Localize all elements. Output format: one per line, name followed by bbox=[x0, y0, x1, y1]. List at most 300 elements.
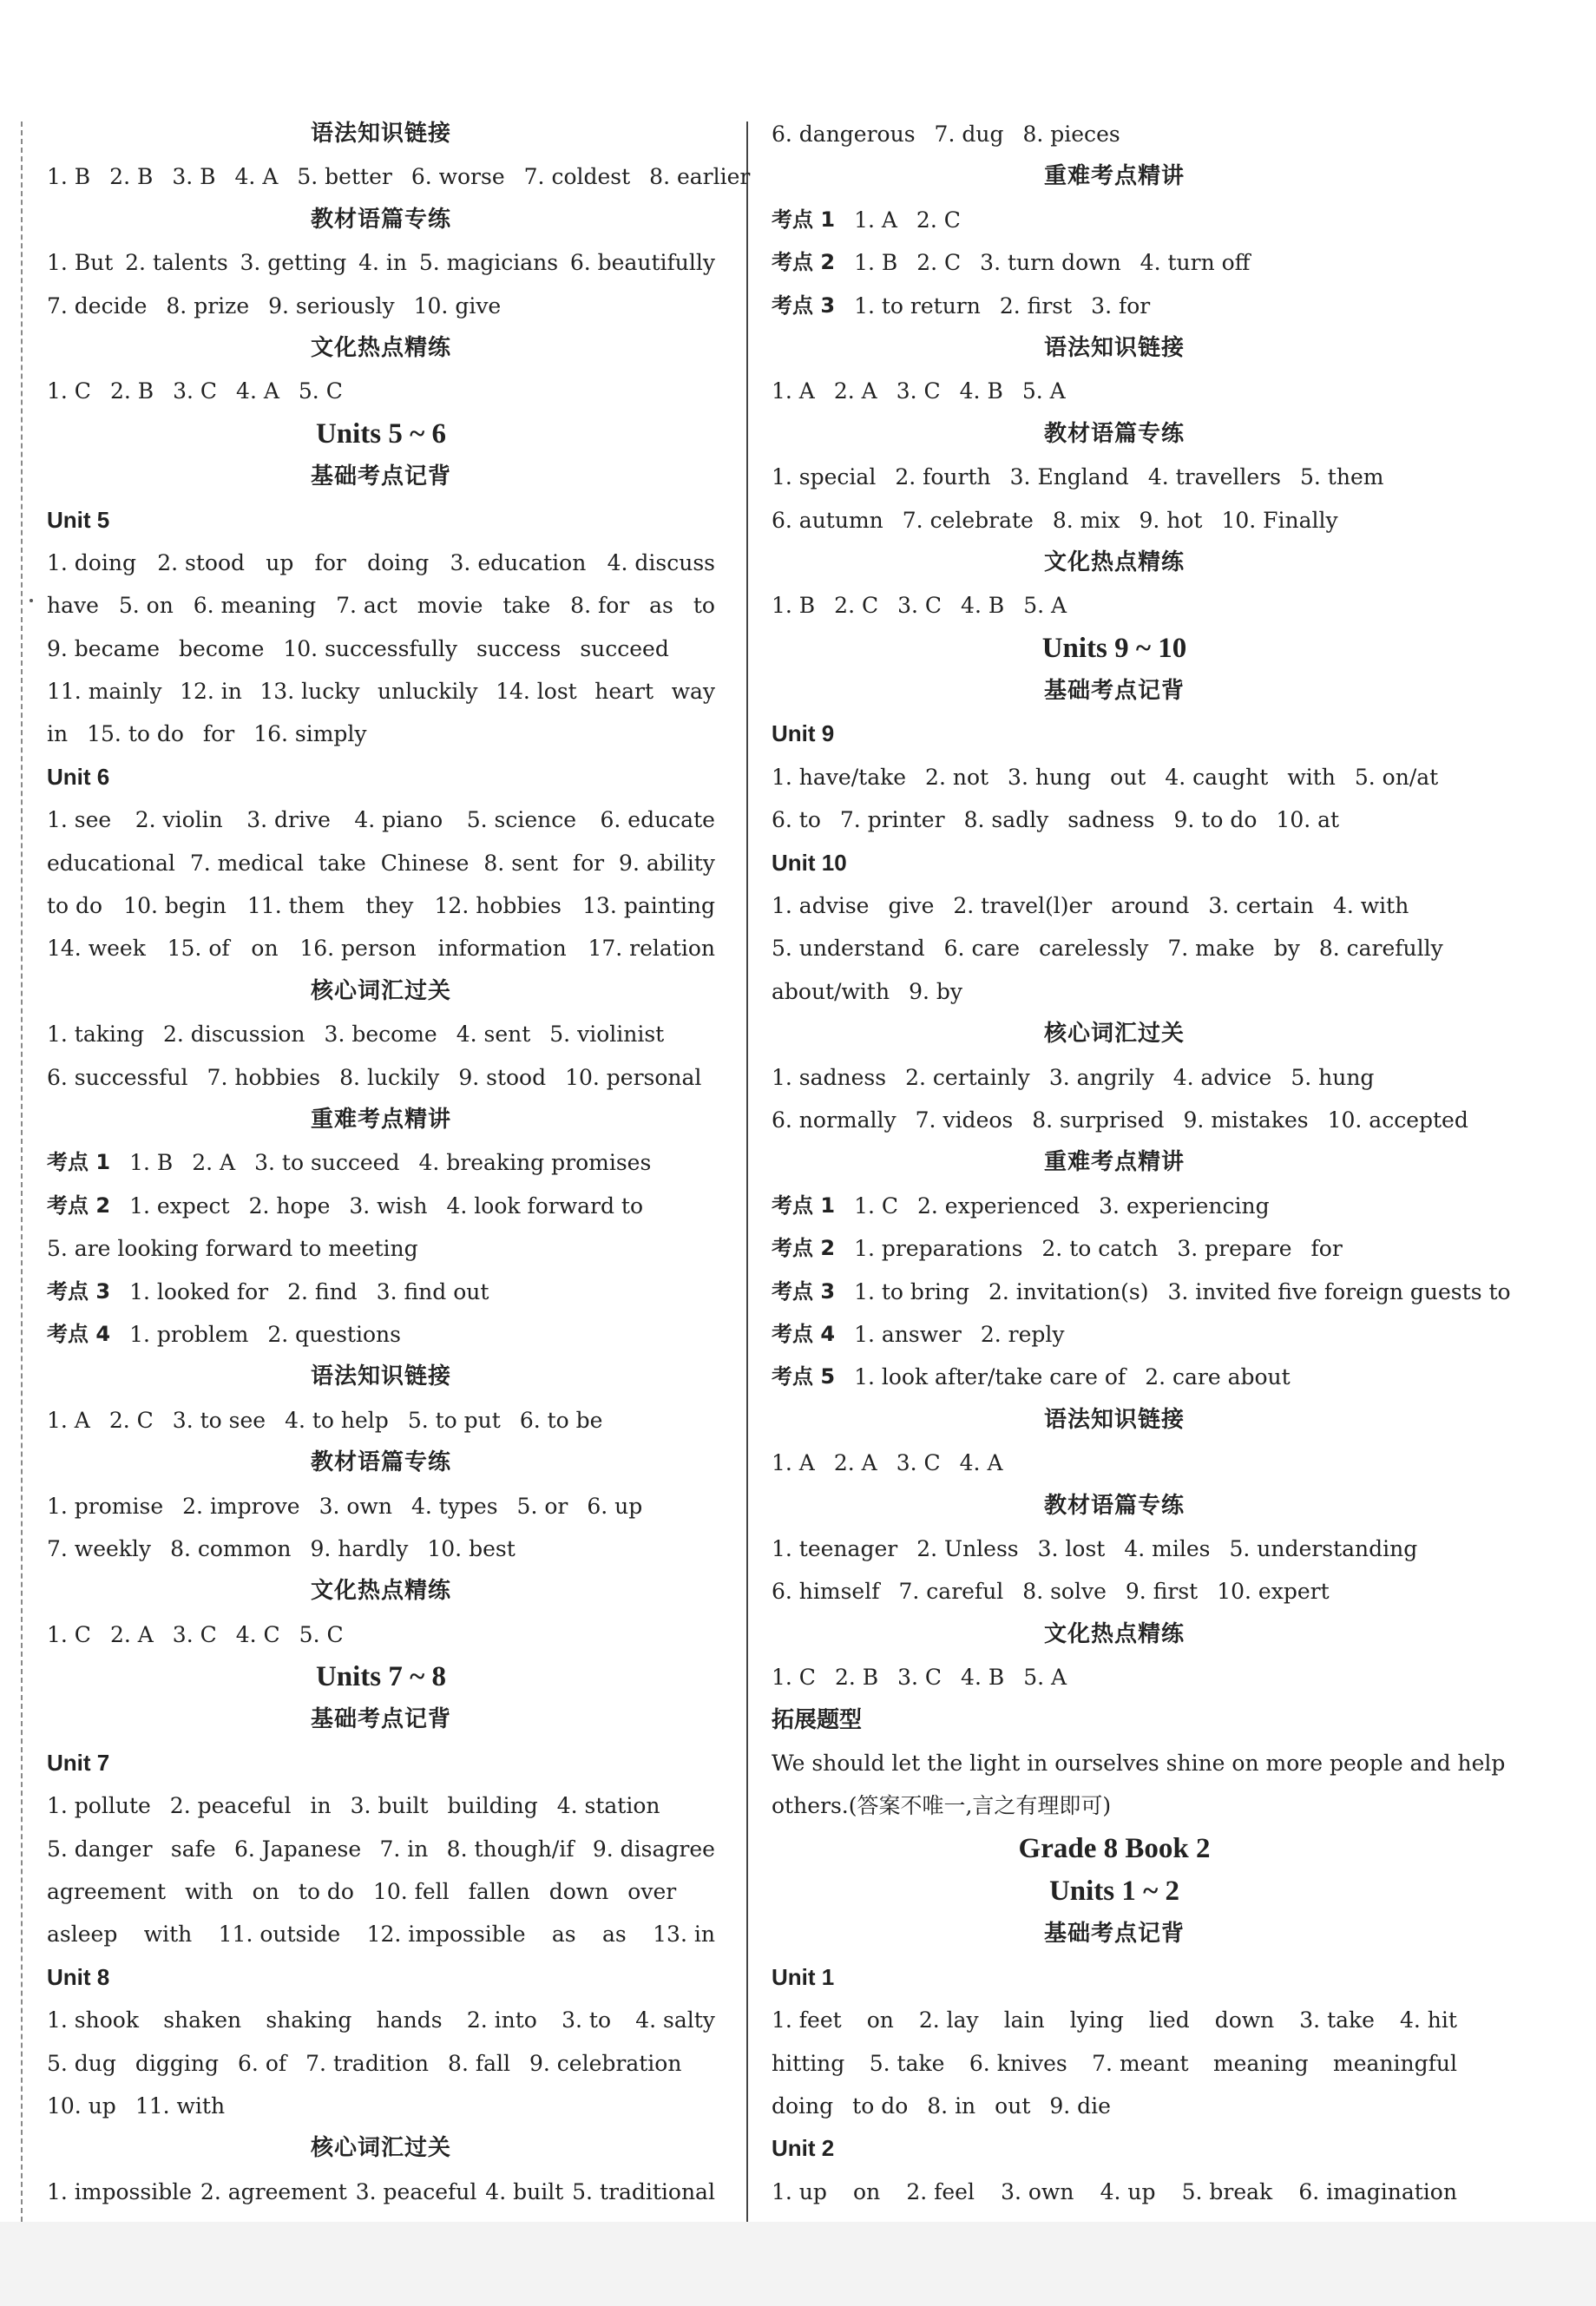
answer-token: Chinese bbox=[380, 850, 470, 876]
answer-token: they bbox=[365, 893, 414, 919]
answer-line bbox=[772, 1313, 1457, 1356]
answer-token: fallen bbox=[468, 1879, 530, 1905]
answer-token: 8. for bbox=[570, 593, 630, 619]
answer-token: 3. C bbox=[896, 378, 941, 404]
answer-token: 考点 2 bbox=[47, 1192, 111, 1218]
answer-token: 1. look after/take care of bbox=[854, 1364, 1126, 1390]
answer-token: 7. meant bbox=[1092, 2050, 1189, 2076]
answer-token: 7. tradition bbox=[305, 2050, 430, 2076]
answer-token: 5. to put bbox=[407, 1407, 501, 1433]
answer-token: 5. A bbox=[1023, 1665, 1067, 1691]
answer-token: on bbox=[252, 1879, 279, 1905]
answer-token: 4. B bbox=[961, 1665, 1005, 1691]
answer-token: 10. successfully bbox=[283, 635, 457, 661]
answer-token: 4. C bbox=[235, 1621, 280, 1647]
answer-line bbox=[47, 2042, 715, 2085]
answer-token: 1. feet bbox=[772, 2007, 842, 2033]
answer-token: up bbox=[266, 549, 294, 575]
answer-token: 考点 1 bbox=[772, 207, 836, 232]
answer-line bbox=[772, 370, 1457, 412]
answer-token: doing bbox=[367, 549, 430, 575]
section-heading: 文化热点精练 bbox=[310, 334, 451, 361]
answer-token: 4. A bbox=[959, 1450, 1003, 1476]
answer-token: heart bbox=[594, 679, 654, 705]
answer-token: out bbox=[1110, 764, 1146, 790]
answer-line bbox=[772, 584, 1457, 627]
answer-token: 考点 4 bbox=[772, 1321, 836, 1346]
answer-token: for bbox=[1310, 1236, 1343, 1262]
answer-token: 2. travel(l)er bbox=[953, 893, 1093, 919]
answer-token: 9. became bbox=[47, 635, 161, 661]
answer-token: 1. sadness bbox=[772, 1064, 887, 1090]
answer-token: 10. best bbox=[427, 1535, 516, 1561]
binding-dashed-line bbox=[21, 122, 23, 2222]
answer-token: 7. celebrate bbox=[902, 507, 1034, 533]
answer-token: 1. B bbox=[772, 593, 816, 619]
answer-token: 3. C bbox=[897, 1665, 942, 1691]
answer-token: to do bbox=[298, 1879, 354, 1905]
answer-token: 4. caught bbox=[1165, 764, 1269, 790]
answer-token: 7. medical bbox=[189, 850, 305, 876]
answer-token: success bbox=[476, 635, 562, 661]
answer-line bbox=[47, 1913, 715, 1955]
answer-line bbox=[47, 927, 715, 969]
answer-token: 6. worse bbox=[410, 164, 505, 190]
section-heading: 文化热点精练 bbox=[310, 1578, 451, 1605]
answer-token: 考点 3 bbox=[47, 1278, 111, 1304]
section-heading: 语法知识链接 bbox=[1043, 334, 1185, 361]
answer-token: 2. to catch bbox=[1041, 1236, 1159, 1262]
answer-line bbox=[772, 1185, 1457, 1227]
answer-line bbox=[47, 884, 715, 927]
answer-token: give bbox=[888, 893, 935, 919]
answer-token: 6. autumn bbox=[772, 507, 883, 533]
answer-token: 4. hit bbox=[1399, 2007, 1457, 2033]
answer-token: 1. looked for bbox=[129, 1278, 269, 1304]
answer-token: 考点 1 bbox=[47, 1150, 111, 1175]
answer-token: 1. see bbox=[47, 807, 112, 833]
answer-token: out bbox=[995, 2092, 1031, 2119]
answer-token: 2. C bbox=[108, 1407, 154, 1433]
answer-token: 8. sent bbox=[483, 850, 558, 876]
answer-token: 考点 4 bbox=[47, 1321, 111, 1346]
answer-token: 3. prepare bbox=[1177, 1236, 1292, 1262]
answer-token: sadness bbox=[1067, 807, 1155, 833]
answer-token: 2. C bbox=[916, 250, 962, 276]
section-heading: 教材语篇专练 bbox=[1043, 420, 1185, 447]
answer-token: 5. are looking forward to meeting bbox=[47, 1236, 418, 1262]
answer-token: 考点 5 bbox=[772, 1364, 836, 1390]
answer-token: 9. celebration bbox=[529, 2050, 682, 2076]
answer-line bbox=[772, 1227, 1457, 1270]
answer-token: 16. simply bbox=[253, 721, 367, 747]
answer-token: 4. A bbox=[236, 378, 279, 404]
section-heading: 基础考点记背 bbox=[1043, 1921, 1185, 1948]
answer-token: to do bbox=[47, 893, 103, 919]
answer-line bbox=[47, 1313, 715, 1356]
unit-subheading: 拓展题型 bbox=[772, 1706, 863, 1733]
answer-token: 2. invitation(s) bbox=[988, 1278, 1149, 1304]
answer-token: 2. Unless bbox=[916, 1535, 1019, 1561]
bottom-margin bbox=[0, 2222, 1596, 2306]
section-heading: 文化热点精练 bbox=[1043, 1620, 1185, 1647]
answer-line bbox=[47, 2085, 715, 2127]
answer-token: 9. first bbox=[1125, 1579, 1199, 1605]
answer-line bbox=[772, 456, 1457, 498]
answer-token: 2. discussion bbox=[163, 1022, 305, 1048]
answer-token: 9. by bbox=[909, 978, 963, 1004]
answer-token: 6. Japanese bbox=[233, 1836, 362, 1862]
answer-token: 2. stood bbox=[157, 549, 245, 575]
answer-line bbox=[772, 285, 1457, 327]
section-heading: 核心词汇过关 bbox=[1043, 1021, 1185, 1048]
section-heading: 教材语篇专练 bbox=[310, 206, 451, 233]
answer-token: 3. own bbox=[319, 1493, 392, 1519]
answer-token: 10. give bbox=[413, 292, 502, 319]
answer-token: 10. expert bbox=[1217, 1579, 1330, 1605]
section-heading: 语法知识链接 bbox=[310, 121, 451, 147]
answer-token: 1. A bbox=[772, 378, 815, 404]
answer-token: 3. own bbox=[1001, 2178, 1074, 2204]
answer-token: hitting bbox=[772, 2050, 845, 2076]
answer-token: 3. education bbox=[450, 549, 587, 575]
answer-token: 1. problem bbox=[129, 1321, 249, 1347]
answer-token: around bbox=[1111, 893, 1190, 919]
left-column bbox=[47, 113, 751, 2213]
answer-token: 5. on bbox=[118, 593, 174, 619]
answer-token: 8. surprised bbox=[1032, 1107, 1165, 1133]
answer-token: 6. up bbox=[587, 1493, 643, 1519]
answer-token: 考点 2 bbox=[772, 1236, 836, 1261]
answer-line bbox=[772, 1656, 1457, 1698]
answer-token: meaningful bbox=[1333, 2050, 1457, 2076]
answer-token: 6. to be bbox=[519, 1407, 603, 1433]
section-heading: 语法知识链接 bbox=[1043, 1406, 1185, 1433]
unit-subheading: Unit 2 bbox=[772, 2135, 835, 2162]
answer-token: 8. solve bbox=[1022, 1579, 1107, 1605]
answer-token: 4. with bbox=[1332, 893, 1409, 919]
answer-token: 10. personal bbox=[565, 1064, 702, 1090]
answer-token: 3. getting bbox=[240, 250, 347, 276]
answer-token: 4. sent bbox=[456, 1022, 531, 1048]
section-heading: 基础考点记背 bbox=[1043, 678, 1185, 705]
section-heading: 基础考点记背 bbox=[310, 463, 451, 490]
answer-token: have bbox=[47, 593, 99, 619]
answer-token: 14. lost bbox=[496, 679, 577, 705]
section-heading: 基础考点记背 bbox=[310, 1706, 451, 1733]
answer-token: 3. C bbox=[173, 378, 218, 404]
answer-token: 8. common bbox=[170, 1535, 292, 1561]
answer-token: 5. C bbox=[298, 378, 343, 404]
answer-token: 3. C bbox=[897, 593, 942, 619]
answer-token: 2. not bbox=[925, 764, 989, 790]
answer-line bbox=[47, 713, 715, 755]
answer-token: 10. Finally bbox=[1221, 507, 1338, 533]
answer-token: become bbox=[179, 635, 265, 661]
answer-token: 4. A bbox=[234, 164, 279, 190]
answer-token: 8. in bbox=[927, 2092, 976, 2119]
answer-token: 3. lost bbox=[1037, 1535, 1106, 1561]
answer-token: 6. beautifully bbox=[569, 250, 715, 276]
answer-token: 6. educate bbox=[600, 807, 715, 833]
answer-token: 13. painting bbox=[582, 893, 715, 919]
answer-token: 6. to bbox=[772, 807, 821, 833]
answer-line bbox=[772, 199, 1457, 241]
answer-token: 4. in bbox=[358, 250, 407, 276]
answer-token: 3. certain bbox=[1208, 893, 1314, 919]
answer-token: 11. outside bbox=[218, 1922, 341, 1948]
answer-token: 9. disagree bbox=[592, 1836, 715, 1862]
answer-token: 3. England bbox=[1009, 464, 1129, 490]
right-column bbox=[772, 113, 1511, 2213]
answer-token: information bbox=[437, 936, 567, 962]
answer-token: 4. miles bbox=[1124, 1535, 1211, 1561]
margin-dot bbox=[30, 599, 33, 602]
answer-token: 12. impossible bbox=[366, 1922, 526, 1948]
answer-token: 11. them bbox=[246, 893, 345, 919]
answer-token: 9. hardly bbox=[310, 1535, 409, 1561]
answer-token: 4. breaking promises bbox=[418, 1150, 652, 1176]
answer-line bbox=[772, 1356, 1457, 1398]
answer-token: 1. expect bbox=[129, 1192, 230, 1219]
answer-token: 2. peaceful bbox=[169, 1793, 292, 1819]
answer-token: 1. to return bbox=[854, 292, 981, 319]
answer-token: 5. traditional bbox=[572, 2178, 715, 2204]
answer-token: 7. careful bbox=[898, 1579, 1004, 1605]
answer-token: 8. prize bbox=[166, 292, 250, 319]
answer-token: shaken bbox=[163, 2007, 242, 2033]
answer-token: 3. peaceful bbox=[355, 2178, 477, 2204]
answer-token: 4. built bbox=[485, 2178, 564, 2204]
answer-token: as bbox=[602, 1922, 627, 1948]
answer-token: 2. find bbox=[287, 1278, 358, 1304]
answer-token: 4. advice bbox=[1172, 1064, 1272, 1090]
answer-token: as bbox=[551, 1922, 576, 1948]
answer-token: 1. answer bbox=[854, 1321, 962, 1347]
answer-token: 9. hot bbox=[1139, 507, 1203, 533]
answer-token: lied bbox=[1148, 2007, 1190, 2033]
answer-token: 1. A bbox=[772, 1450, 815, 1476]
answer-token: 6. of bbox=[238, 2050, 287, 2076]
answer-line bbox=[772, 1527, 1457, 1570]
answer-token: 8. carefully bbox=[1318, 936, 1443, 962]
answer-line bbox=[47, 1141, 715, 1184]
answer-token: in bbox=[47, 721, 69, 747]
answer-token: 5. A bbox=[1021, 378, 1066, 404]
section-heading: 教材语篇专练 bbox=[1043, 1492, 1185, 1519]
answer-token: 8. fall bbox=[448, 2050, 510, 2076]
answer-line bbox=[772, 1570, 1457, 1613]
answer-token: 2. B bbox=[834, 1665, 879, 1691]
answer-token: 2. care about bbox=[1145, 1364, 1291, 1390]
answer-token: 5. understand bbox=[772, 936, 925, 962]
answer-token: 5. take bbox=[869, 2050, 945, 2076]
answer-token: 7. decide bbox=[47, 292, 148, 319]
answer-token: 3. B bbox=[172, 164, 216, 190]
answer-token: way bbox=[671, 679, 715, 705]
answer-token: 5. break bbox=[1181, 2178, 1273, 2204]
answer-token: 3. wish bbox=[349, 1192, 428, 1219]
answer-token: 1. C bbox=[47, 378, 91, 404]
answer-token: 2. lay bbox=[918, 2007, 979, 2033]
answer-token: 6. knives bbox=[969, 2050, 1067, 2076]
answer-token: with bbox=[185, 1879, 233, 1905]
section-heading: 语法知识链接 bbox=[310, 1363, 451, 1390]
answer-token: 5. danger bbox=[47, 1836, 153, 1862]
answer-line bbox=[47, 1613, 715, 1656]
unit-title: Units 1 ~ 2 bbox=[1048, 1876, 1180, 1908]
answer-line bbox=[47, 1784, 715, 1827]
answer-token: 1. special bbox=[772, 464, 877, 490]
unit-title: Units 9 ~ 10 bbox=[1041, 632, 1187, 664]
answer-line bbox=[47, 1185, 715, 1227]
answer-token: safe bbox=[170, 1836, 216, 1862]
section-heading: 教材语篇专练 bbox=[310, 1449, 451, 1476]
answer-line bbox=[772, 499, 1457, 542]
answer-token: 1. promise bbox=[47, 1493, 164, 1519]
answer-line bbox=[47, 670, 715, 713]
answer-token: 1. doing bbox=[47, 549, 136, 575]
answer-token: asleep bbox=[47, 1922, 118, 1948]
section-heading: 核心词汇过关 bbox=[310, 977, 451, 1004]
answer-token: 7. coldest bbox=[523, 164, 631, 190]
unit-subheading: Unit 7 bbox=[47, 1749, 110, 1776]
answer-token: 13. lucky bbox=[259, 679, 360, 705]
answer-token: for bbox=[572, 850, 605, 876]
answer-token: 3. C bbox=[172, 1621, 217, 1647]
answer-token: 3. to succeed bbox=[254, 1150, 400, 1176]
answer-token: 5. magicians bbox=[418, 250, 559, 276]
answer-token: 3. turn down bbox=[980, 250, 1121, 276]
answer-token: 7. videos bbox=[915, 1107, 1014, 1133]
answer-line bbox=[772, 2042, 1457, 2085]
answer-token: 5. hung bbox=[1291, 1064, 1375, 1090]
unit-subheading: Unit 5 bbox=[47, 506, 110, 533]
answer-token: 5. them bbox=[1300, 464, 1384, 490]
answer-token: 5. on/at bbox=[1354, 764, 1439, 790]
answer-token: 考点 1 bbox=[772, 1192, 836, 1218]
answer-token: 1. to bring bbox=[854, 1278, 969, 1304]
answer-token: over bbox=[627, 1879, 677, 1905]
answer-token: 3. angrily bbox=[1048, 1064, 1154, 1090]
answer-token: 6. dangerous bbox=[772, 122, 916, 147]
answer-line bbox=[772, 1784, 1457, 1827]
answer-token: 2. into bbox=[466, 2007, 537, 2033]
answer-token: 10. up bbox=[47, 2092, 116, 2119]
answer-token: unluckily bbox=[377, 679, 478, 705]
answer-token: 7. printer bbox=[839, 807, 945, 833]
answer-token: 8. sadly bbox=[963, 807, 1049, 833]
section-heading: 重难考点精讲 bbox=[1043, 1149, 1185, 1176]
answer-token: 6. meaning bbox=[193, 593, 317, 619]
answer-line bbox=[47, 155, 751, 198]
answer-line bbox=[47, 1271, 715, 1313]
answer-line bbox=[47, 1527, 715, 1570]
answer-token: 2. experienced bbox=[917, 1192, 1080, 1219]
answer-token: succeed bbox=[580, 635, 669, 661]
unit-subheading: Unit 1 bbox=[772, 1963, 835, 1990]
answer-token: digging bbox=[135, 2050, 220, 2076]
answer-token: 8. pieces bbox=[1022, 122, 1120, 147]
answer-token: on bbox=[866, 2007, 894, 2033]
answer-token: 4. types bbox=[410, 1493, 498, 1519]
answer-token: 10. begin bbox=[123, 893, 227, 919]
answer-token: 2. violin bbox=[135, 807, 223, 833]
answer-token: 1. shook bbox=[47, 2007, 139, 2033]
answer-token: hands bbox=[376, 2007, 443, 2033]
answer-token: 10. at bbox=[1276, 807, 1340, 833]
answer-token: 17. relation bbox=[588, 936, 715, 962]
answer-token: educational bbox=[47, 850, 175, 876]
answer-token: 2. certainly bbox=[905, 1064, 1030, 1090]
answer-token: 4. up bbox=[1100, 2178, 1156, 2204]
answer-token: 10. accepted bbox=[1327, 1107, 1468, 1133]
answer-token: 9. to do bbox=[1173, 807, 1258, 833]
column-divider bbox=[746, 122, 748, 2222]
answer-token: 13. in bbox=[653, 1922, 715, 1948]
answer-token: agreement bbox=[47, 1879, 167, 1905]
answer-token: 8. luckily bbox=[339, 1064, 440, 1090]
answer-line bbox=[47, 1870, 715, 1913]
answer-token: 9. stood bbox=[458, 1064, 547, 1090]
answer-token: 2. improve bbox=[182, 1493, 300, 1519]
answer-token: 1. A bbox=[854, 207, 897, 233]
unit-subheading: Unit 6 bbox=[47, 763, 110, 790]
answer-line bbox=[772, 884, 1457, 927]
section-heading: 重难考点精讲 bbox=[310, 1106, 451, 1133]
answer-line bbox=[47, 1227, 715, 1270]
answer-token: 4. piano bbox=[354, 807, 443, 833]
answer-token: 12. hobbies bbox=[434, 893, 562, 919]
answer-token: 2. fourth bbox=[895, 464, 991, 490]
unit-subheading: Unit 10 bbox=[772, 849, 847, 876]
answer-token: 6. normally bbox=[772, 1107, 897, 1133]
answer-line bbox=[47, 1828, 715, 1870]
answer-token: 6. successful bbox=[47, 1064, 188, 1090]
answer-token: movie bbox=[417, 593, 483, 619]
answer-token: 14. week bbox=[47, 936, 146, 962]
unit-subheading: Unit 8 bbox=[47, 1963, 110, 1990]
answer-line bbox=[772, 1099, 1468, 1141]
unit-title: Grade 8 Book 2 bbox=[1018, 1832, 1211, 1864]
answer-token: 考点 2 bbox=[772, 250, 836, 275]
answer-token: 9. seriously bbox=[268, 292, 395, 319]
answer-token: on bbox=[853, 2178, 881, 2204]
answer-line bbox=[772, 1742, 1506, 1784]
answer-line bbox=[47, 1056, 715, 1099]
answer-token: 10. fell bbox=[372, 1879, 450, 1905]
answer-line bbox=[772, 927, 1457, 969]
answer-line bbox=[772, 1442, 1457, 1484]
unit-subheading: Unit 9 bbox=[772, 720, 835, 747]
answer-token: 5. better bbox=[297, 164, 392, 190]
answer-token: 2. A bbox=[192, 1150, 236, 1176]
answer-token: 1. up bbox=[772, 2178, 827, 2204]
answer-token: 4. turn off bbox=[1140, 250, 1251, 276]
answer-token: 4. B bbox=[961, 593, 1005, 619]
answer-token: for bbox=[202, 721, 235, 747]
answer-token: down bbox=[548, 1879, 609, 1905]
answer-token: 1. teenager bbox=[772, 1535, 898, 1561]
answer-token: 8. though/if bbox=[446, 1836, 575, 1862]
answer-token: take bbox=[502, 593, 551, 619]
answer-token: 5. or bbox=[516, 1493, 568, 1519]
answer-token: 1. have/take bbox=[772, 764, 907, 790]
answer-token: 15. of bbox=[167, 936, 230, 962]
answer-token: carelessly bbox=[1039, 936, 1149, 962]
answer-token: 5. A bbox=[1023, 593, 1067, 619]
answer-token: 2. C bbox=[916, 207, 961, 233]
